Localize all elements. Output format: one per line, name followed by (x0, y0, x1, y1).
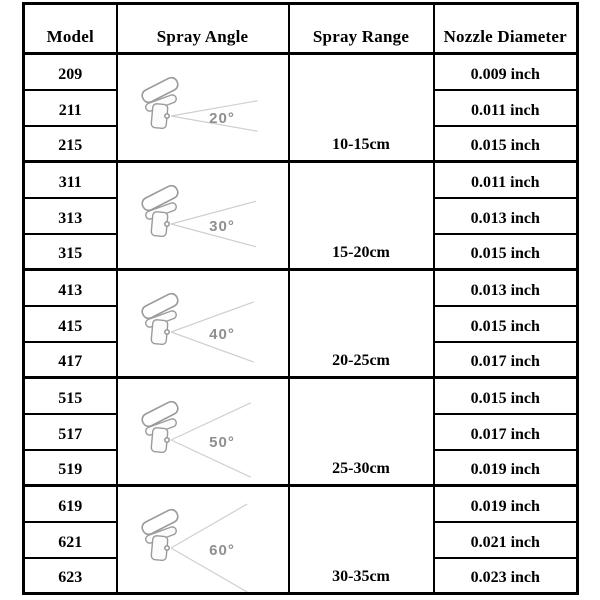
spray-angle-value: 50° (208, 433, 235, 451)
spray-angle-value: 40° (208, 325, 235, 343)
table-row (24, 486, 578, 522)
spray-angle-illustration (119, 272, 287, 376)
column-header-spray-range: Spray Range (289, 4, 434, 54)
spray-tip-icon (140, 183, 180, 236)
model-cell: 619 (24, 486, 117, 522)
spray-range-cell: 20-25cm (289, 270, 434, 378)
spray-angle-value: 20° (208, 109, 235, 127)
table-row (24, 162, 578, 198)
model-cell: 517 (24, 414, 117, 450)
spray-angle-value: 60° (208, 541, 235, 559)
nozzle-diameter-cell: 0.015 inch (434, 306, 578, 342)
model-cell: 313 (24, 198, 117, 234)
spray-tip-icon (140, 291, 180, 344)
nozzle-diameter-cell: 0.021 inch (434, 522, 578, 558)
spray-range-cell: 25-30cm (289, 378, 434, 486)
nozzle-diameter-cell: 0.015 inch (434, 234, 578, 270)
model-cell: 311 (24, 162, 117, 198)
spray-angle-cell (117, 378, 289, 486)
model-cell: 215 (24, 126, 117, 162)
spray-angle-illustration (119, 56, 287, 160)
spray-range-cell: 15-20cm (289, 162, 434, 270)
model-cell: 515 (24, 378, 117, 414)
model-cell: 209 (24, 54, 117, 90)
model-cell: 211 (24, 90, 117, 126)
spray-tip-icon (140, 507, 180, 560)
spray-tip-icon (140, 399, 180, 452)
spray-angle-illustration (119, 380, 287, 484)
spray-range-cell: 30-35cm (289, 486, 434, 594)
model-cell: 315 (24, 234, 117, 270)
table-row (24, 270, 578, 306)
model-cell: 519 (24, 450, 117, 486)
nozzle-diameter-cell: 0.015 inch (434, 378, 578, 414)
model-cell: 417 (24, 342, 117, 378)
nozzle-diameter-cell: 0.019 inch (434, 486, 578, 522)
column-header-nozzle-diameter: Nozzle Diameter (434, 4, 578, 54)
nozzle-diameter-cell: 0.017 inch (434, 342, 578, 378)
table-row (24, 54, 578, 90)
spray-angle-cell (117, 270, 289, 378)
header-row (24, 4, 578, 54)
nozzle-diameter-cell: 0.013 inch (434, 270, 578, 306)
spray-angle-cell (117, 162, 289, 270)
spray-angle-cell (117, 54, 289, 162)
spray-tip-icon (140, 75, 180, 128)
nozzle-diameter-cell: 0.013 inch (434, 198, 578, 234)
spray-angle-cell (117, 486, 289, 594)
nozzle-diameter-cell: 0.019 inch (434, 450, 578, 486)
nozzle-diameter-cell: 0.011 inch (434, 90, 578, 126)
column-header-model: Model (24, 4, 117, 54)
nozzle-diameter-cell: 0.009 inch (434, 54, 578, 90)
nozzle-diameter-cell: 0.017 inch (434, 414, 578, 450)
nozzle-diameter-cell: 0.015 inch (434, 126, 578, 162)
spray-angle-illustration (119, 164, 287, 268)
spec-table (22, 2, 579, 595)
table-row (24, 378, 578, 414)
nozzle-diameter-cell: 0.023 inch (434, 558, 578, 594)
column-header-spray-angle: Spray Angle (117, 4, 289, 54)
model-cell: 623 (24, 558, 117, 594)
spray-angle-illustration (119, 488, 287, 592)
nozzle-diameter-cell: 0.011 inch (434, 162, 578, 198)
spray-range-cell: 10-15cm (289, 54, 434, 162)
spray-angle-value: 30° (208, 217, 235, 235)
model-cell: 415 (24, 306, 117, 342)
model-cell: 621 (24, 522, 117, 558)
model-cell: 413 (24, 270, 117, 306)
